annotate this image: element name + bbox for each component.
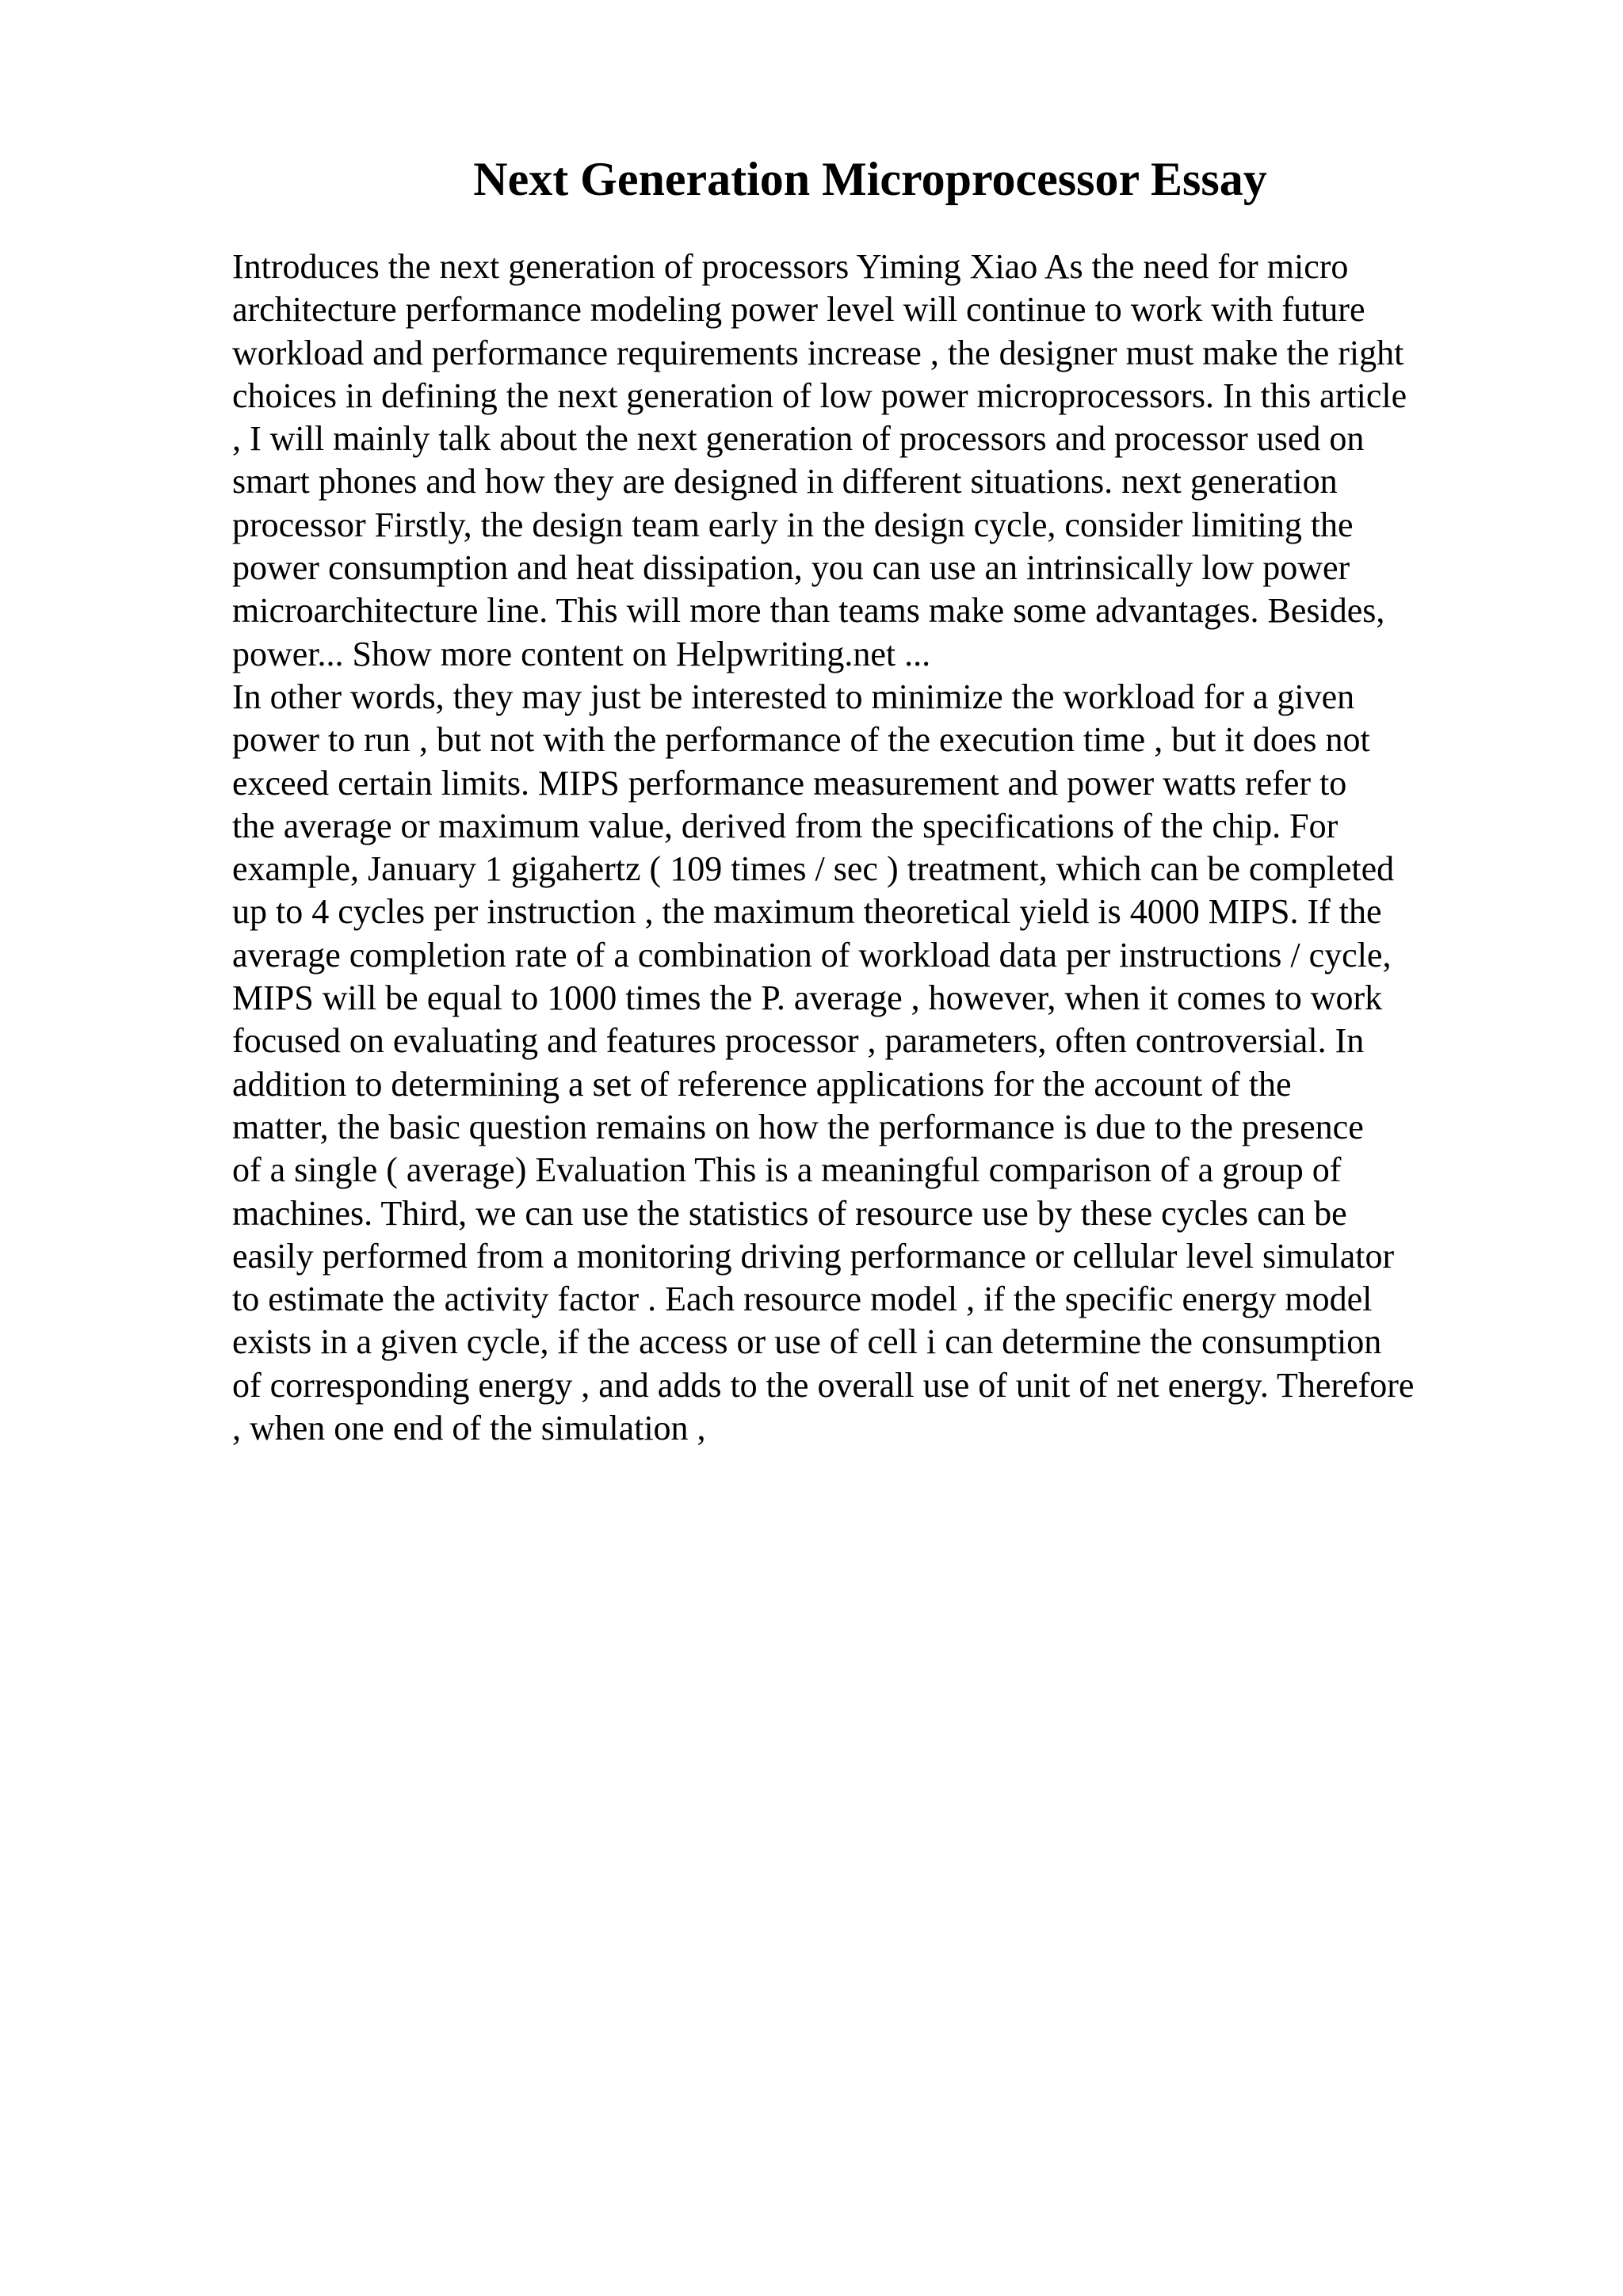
- body-line: of a single ( average) Evaluation This is a meaningful comparison of a group of: [232, 1150, 1342, 1190]
- body-line: In other words, they may just be interested to minimize the workload for a given: [232, 677, 1355, 716]
- body-line: exceed certain limits. MIPS performance measurement and power watts refer to: [232, 763, 1347, 803]
- body-line: focused on evaluating and features processor , parameters, often controversial. In: [232, 1021, 1365, 1061]
- body-line: easily performed from a monitoring driving performance or cellular level simulator: [232, 1236, 1395, 1276]
- body-line: microarchitecture line. This will more than teams make some advantages. Besides,: [232, 591, 1385, 631]
- body-line: smart phones and how they are designed in different situations. next generation: [232, 462, 1338, 502]
- body-line: , I will mainly talk about the next generation of processors and processor used on: [232, 419, 1365, 459]
- body-line: , when one end of the simulation ,: [232, 1409, 706, 1448]
- body-line: Introduces the next generation of processors Yiming Xiao As the need for micro: [232, 247, 1349, 286]
- body-line: matter, the basic question remains on how the performance is due to the presence: [232, 1107, 1364, 1146]
- body-line: workload and performance requirements increase , the designer must make the right: [232, 333, 1404, 372]
- body-line: up to 4 cycles per instruction , the maximum theoretical yield is 4000 MIPS. If the: [232, 892, 1382, 932]
- body-line: to estimate the activity factor . Each resource model , if the specific energy model: [232, 1280, 1373, 1319]
- body-line: processor Firstly, the design team early in the design cycle, consider limiting the: [232, 505, 1354, 544]
- body-line: MIPS will be equal to 1000 times the P. average , however, when it comes to work: [232, 978, 1383, 1018]
- body-line: power consumption and heat dissipation, you can use an intrinsically low power: [232, 548, 1350, 588]
- body-line: average completion rate of a combination of workload data per instructions / cycle,: [232, 935, 1392, 974]
- body-line: the average or maximum value, derived from the specifications of the chip. For: [232, 806, 1338, 845]
- body-line: power... Show more content on Helpwriting.net ...: [232, 634, 931, 673]
- document-title: Next Generation Microprocessor Essay: [473, 153, 1267, 205]
- body-line: power to run , but not with the performance of the execution time , but it does not: [232, 720, 1370, 760]
- body-line: exists in a given cycle, if the access or use of cell i can determine the consumption: [232, 1322, 1382, 1362]
- body-line: choices in defining the next generation of low power microprocessors. In this article: [232, 376, 1407, 415]
- body-line: architecture performance modeling power level will continue to work with future: [232, 290, 1365, 330]
- body-line: machines. Third, we can use the statistics of resource use by these cycles can be: [232, 1193, 1347, 1233]
- body-line: example, January 1 gigahertz ( 109 times / sec ) treatment, which can be completed: [232, 849, 1395, 889]
- document-body: [232, 246, 1500, 1450]
- body-line: of corresponding energy , and adds to the overall use of unit of net energy. Therefore: [232, 1365, 1415, 1405]
- body-line: addition to determining a set of reference applications for the account of the: [232, 1064, 1292, 1104]
